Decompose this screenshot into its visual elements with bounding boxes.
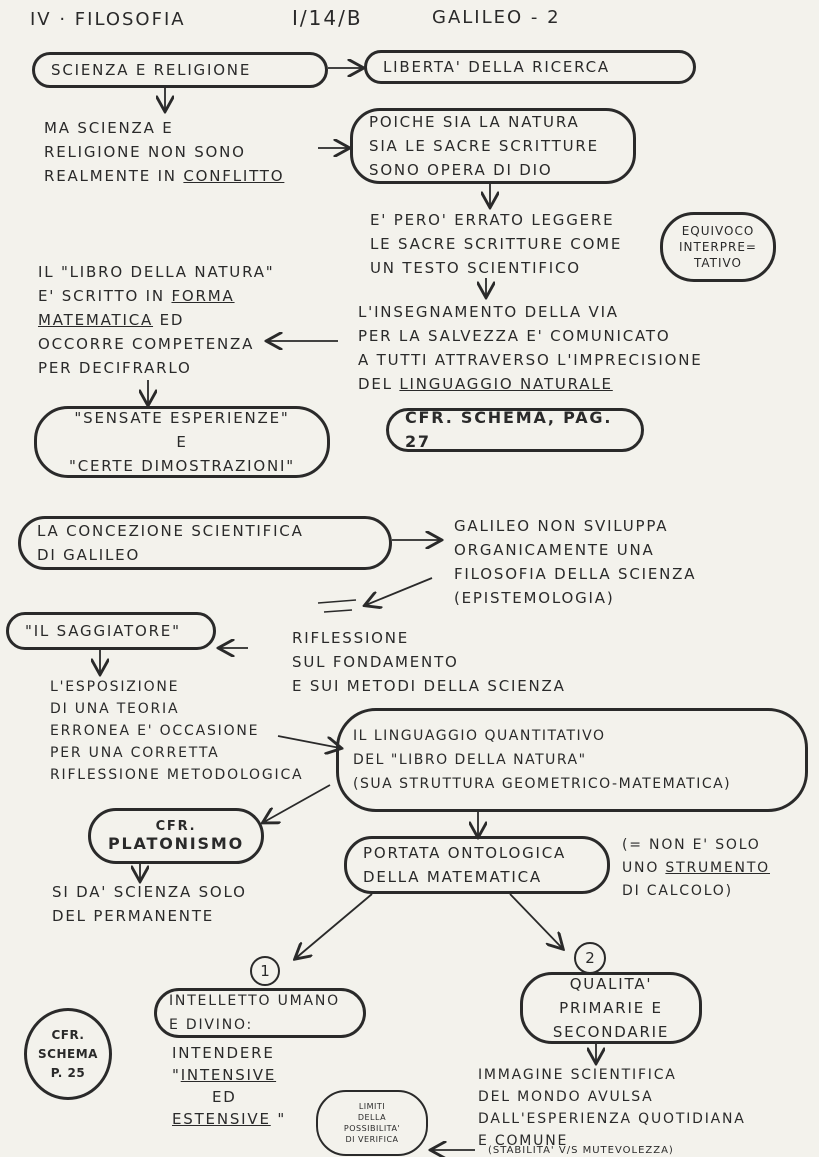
sensate-esperienze-node bbox=[34, 406, 330, 478]
liberta-ricerca-label: LIBERTA' DELLA RICERCA bbox=[383, 58, 610, 76]
non-conflitto-text bbox=[44, 116, 314, 188]
strumento-word: STRUMENTO bbox=[665, 860, 770, 876]
sensate-label: "SENSATE ESPERIENZE" E "CERTE DIMOSTRAZIONI" bbox=[69, 409, 295, 475]
concezione-label: LA CONCEZIONE SCIENTIFICA DI GALILEO bbox=[37, 522, 304, 564]
portata-label: PORTATA ONTOLOGICA DELLA MATEMATICA bbox=[363, 844, 567, 886]
errato-text: E' PERO' ERRATO LEGGERE LE SACRE SCRITTURE COME UN TESTO SCIENTIFICO bbox=[370, 211, 623, 277]
insegnamento-text bbox=[358, 300, 778, 396]
intensive-word: INTENSIVE bbox=[180, 1066, 277, 1084]
opera-dio-label: POICHE SIA LA NATURA SIA LE SACRE SCRITTURE SONO OPERA DI DIO bbox=[369, 113, 599, 179]
estensive-word: ESTENSIVE bbox=[172, 1110, 271, 1128]
ed-word: ED bbox=[212, 1088, 237, 1106]
opera-dio-node bbox=[350, 108, 636, 184]
scienza-religione-node bbox=[32, 52, 328, 88]
cfr-schema-27-label: CFR. SCHEMA, PAG. 27 bbox=[405, 408, 613, 451]
riflessione-text: RIFLESSIONE SUL FONDAMENTO E SUI METODI DELLA SCIENZA bbox=[292, 629, 566, 695]
page-title: GALILEO - 2 bbox=[432, 7, 561, 28]
libro-natura-text bbox=[38, 260, 348, 380]
esposizione-text: L'ESPOSIZIONE DI UNA TEORIA ERRONEA E' OCCASIONE PER UNA CORRETTA RIFLESSIONE METODOLOGICA bbox=[50, 679, 304, 783]
number-2-label: 2 bbox=[585, 949, 595, 967]
liberta-ricerca-node bbox=[364, 50, 696, 84]
equivoco-node bbox=[660, 212, 776, 282]
platonismo-node bbox=[88, 808, 264, 864]
equivoco-label: EQUIVOCO INTERPRE= TATIVO bbox=[679, 224, 757, 270]
non-sviluppa-text: GALILEO NON SVILUPPA ORGANICAMENTE UNA FILOSOFIA DELLA SCIENZA (EPISTEMOLOGIA) bbox=[454, 517, 697, 607]
platonismo-cfr-label: CFR. bbox=[155, 818, 197, 834]
libro-natura-label: IL "LIBRO DELLA NATURA" E' SCRITTO IN bbox=[38, 263, 275, 305]
intelletto-label: INTELLETTO UMANO E DIVINO: bbox=[169, 993, 340, 1033]
linguaggio-quantitativo-label: IL LINGUAGGIO QUANTITATIVO DEL "LIBRO DELLA NATURA" (SUA STRUTTURA GEOMETRICO-MATEMATICA) bbox=[353, 728, 732, 792]
scribble-mark-2 bbox=[324, 610, 352, 612]
qualita-label: QUALITA' PRIMARIE E SECONDARIE bbox=[552, 975, 670, 1041]
saggiatore-label: "IL SAGGIATORE" bbox=[25, 622, 181, 640]
subject-label: IV · FILOSOFIA bbox=[30, 9, 186, 30]
insegnamento-label: L'INSEGNAMENTO DELLA VIA PER LA SALVEZZA E' COMUNICATO A TUTTI ATTRAVERSO L'IMPRECISIONE DEL bbox=[358, 303, 703, 393]
document-code: I/14/B bbox=[292, 6, 363, 30]
scienza-religione-label: SCIENZA E RELIGIONE bbox=[51, 61, 252, 79]
qualita-node bbox=[520, 972, 702, 1044]
competenza-label: ED OCCORRE COMPETENZA PER DECIFRARLO bbox=[38, 311, 255, 377]
cfr-schema-27-node bbox=[386, 408, 644, 452]
number-1-badge bbox=[250, 956, 280, 986]
immagine-text: IMMAGINE SCIENTIFICA DEL MONDO AVULSA DALL'ESPERIENZA QUOTIDIANA E COMUNE bbox=[478, 1067, 746, 1149]
close-quote: " bbox=[270, 1110, 287, 1128]
permanente-text: SI DA' SCIENZA SOLO DEL PERMANENTE bbox=[52, 883, 247, 925]
linguaggio-naturale-word: LINGUAGGIO NATURALE bbox=[399, 375, 613, 393]
number-1-label: 1 bbox=[260, 962, 270, 980]
linguaggio-quantitativo-node bbox=[336, 708, 808, 812]
intelletto-node bbox=[154, 988, 366, 1038]
scribble-mark bbox=[318, 600, 356, 603]
calcolo-label: DI CALCOLO) bbox=[622, 883, 733, 899]
non-strumento-text bbox=[622, 834, 812, 903]
arrow-linguaggio-platonismo bbox=[264, 785, 330, 822]
arrow-sviluppa-riflessione bbox=[366, 578, 432, 605]
number-2-badge bbox=[574, 942, 606, 974]
non-strumento-label: (= NON E' SOLO UNO bbox=[622, 837, 761, 876]
matematica-word: MATEMATICA bbox=[38, 311, 154, 329]
cfr-schema-25-node bbox=[24, 1008, 112, 1100]
limiti-label: LIMITI DELLA POSSIBILITA' DI VERIFICA bbox=[343, 1102, 401, 1144]
concezione-node bbox=[18, 516, 392, 570]
arrow-portata-1 bbox=[296, 894, 372, 958]
platonismo-label: PLATONISMO bbox=[108, 833, 244, 853]
cfr-schema-25-label: CFR. SCHEMA P. 25 bbox=[38, 1027, 98, 1080]
intendere-label: INTENDERE " bbox=[172, 1044, 275, 1084]
non-conflitto-label: MA SCIENZA E RELIGIONE NON SONO REALMENTE IN bbox=[44, 119, 246, 185]
arrow-portata-2 bbox=[510, 894, 562, 948]
saggiatore-node bbox=[6, 612, 216, 650]
limiti-node bbox=[316, 1090, 428, 1156]
portata-ontologica-node bbox=[344, 836, 610, 894]
conflitto-word: CONFLITTO bbox=[183, 167, 285, 185]
stabilita-text: (STABILITA' V/S MUTEVOLEZZA) bbox=[488, 1145, 674, 1156]
forma-word: FORMA bbox=[171, 287, 235, 305]
